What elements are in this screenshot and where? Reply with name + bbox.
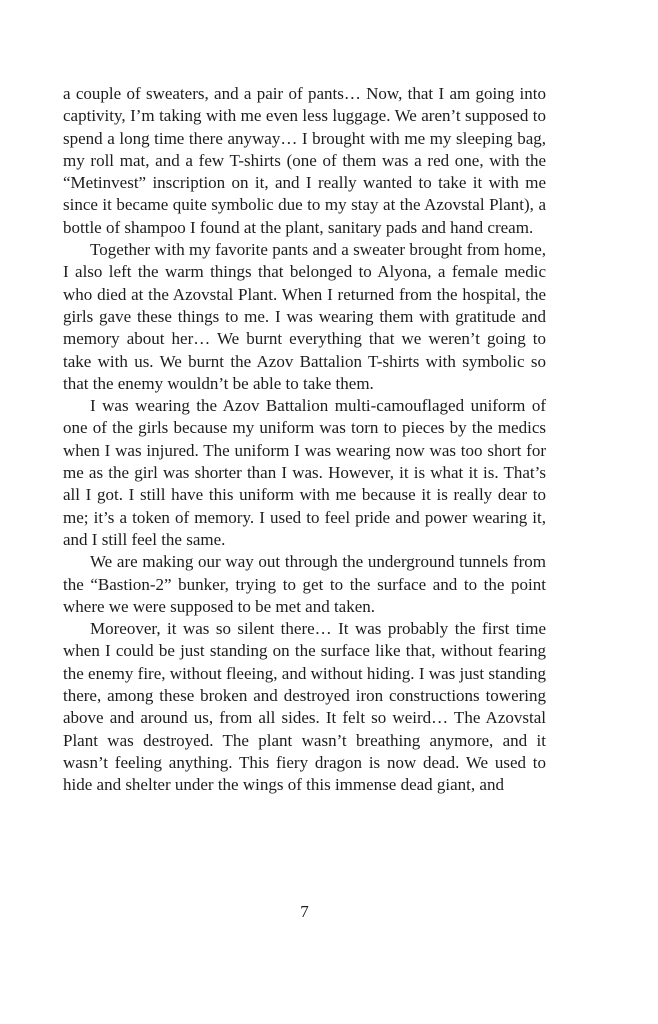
page-number: 7 [300, 902, 309, 921]
paragraph: Moreover, it was so silent there… It was probably the first time when I could be just standing on the surface like that, without fearing the enemy fire, without fleeing, and without hiding. I was just standing there, among these broken and destroyed iron constructions towering above and around us, from all sides. It felt so weird… The Azovstal Plant was destroyed. The plant wasn’t breathing anymore, and it wasn’t feeling anything. This fiery dragon is now dead. We used to hide and shelter under the wings of this immense dead giant, and [63, 619, 546, 795]
paragraph-continuation: a couple of sweaters, and a pair of pants… Now, that I am going into captivity, I’m taking with me even less luggage. We aren’t supposed to spend a long time there anyway… I brought with me my sleeping bag, my roll mat, and a few T-shirts (one of them was a red one, with the “Metinvest” inscription on it, and I really wanted to take it with me since it became quite symbolic due to my stay at the Azovstal Plant), a bottle of shampoo I found at the plant, sanitary pads and hand cream. [63, 84, 546, 237]
paragraph: Together with my favorite pants and a sweater brought from home, I also left the warm things that belonged to Alyona, a female medic who died at the Azovstal Plant. When I returned from the hospital, the girls gave these things to me. I was wearing them with gratitude and memory about her… We burnt everything that we weren’t going to take with us. We burnt the Azov Battalion T-shirts with symbolic so that the enemy wouldn’t be able to take them. [63, 240, 546, 393]
paragraph: We are making our way out through the underground tunnels from the “Bastion-2” bunker, trying to get to the surface and to the point where we were supposed to be met and taken. [63, 552, 546, 616]
paragraph: I was wearing the Azov Battalion multi-camouflaged uniform of one of the girls because my uniform was torn to pieces by the medics when I was injured. The uniform I was wearing now was too short for me as the girl was shorter than I was. However, it is what it is. That’s all I got. I still have this uniform with me because it is really dear to me; it’s a token of memory. I used to feel pride and power wearing it, and I still feel the same. [63, 396, 546, 549]
page-text-block [63, 83, 546, 797]
